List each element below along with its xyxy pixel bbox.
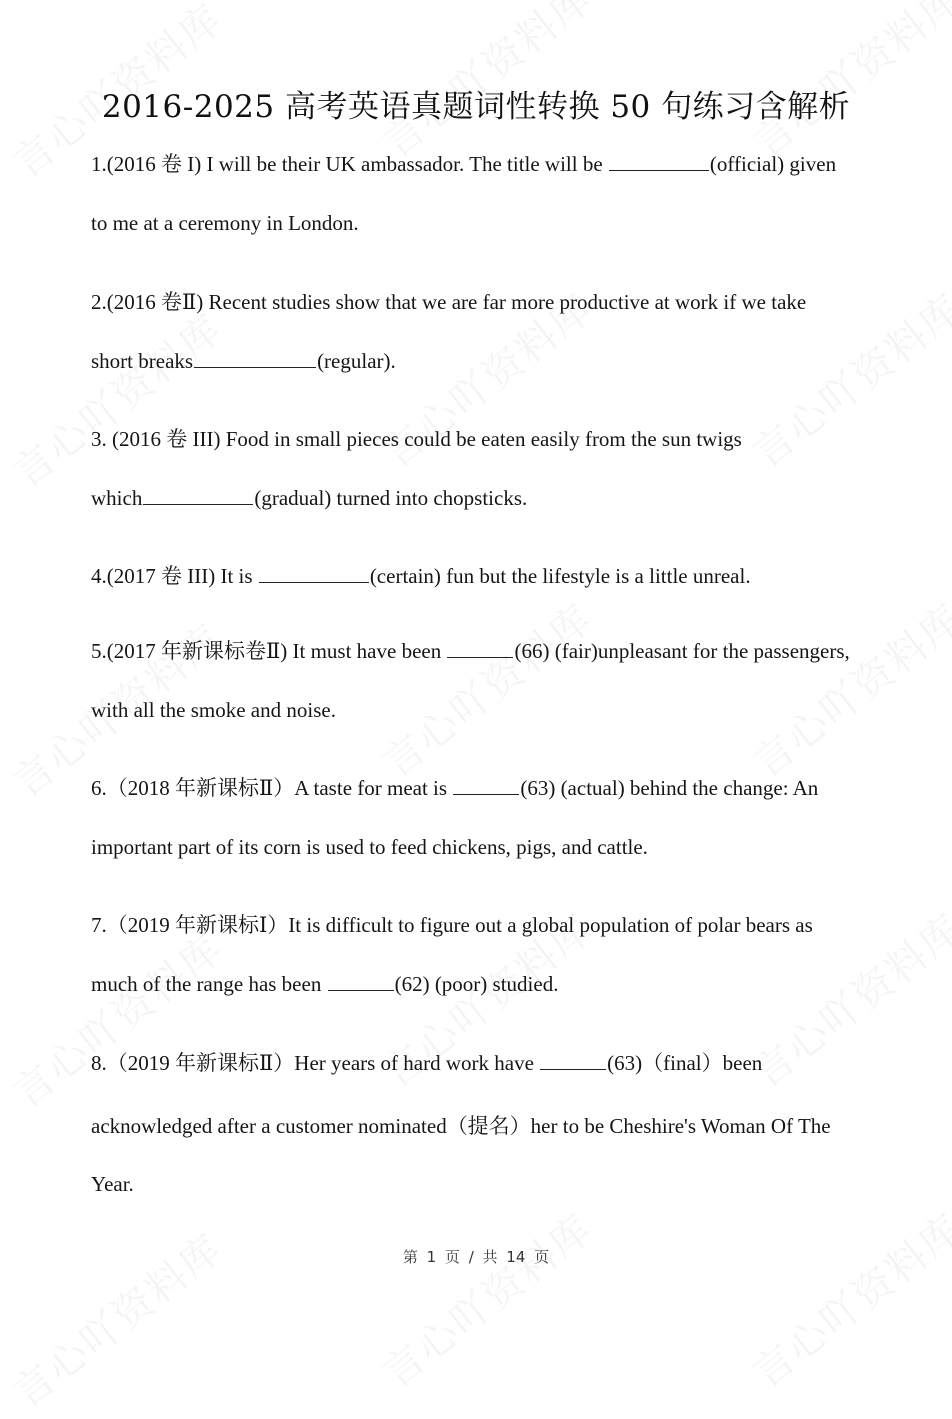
question-text: (63) (actual) behind the change: An — [520, 776, 819, 800]
answer-blank — [259, 581, 369, 583]
question-line — [91, 635, 850, 665]
question-line — [91, 349, 396, 374]
answer-blank — [194, 366, 316, 368]
answer-blank — [609, 169, 709, 171]
question-line — [91, 1047, 762, 1077]
document-title: 2016-2025 高考英语真题词性转换 50 句练习含解析 — [101, 88, 851, 125]
answer-blank — [453, 793, 519, 795]
question-line — [91, 423, 742, 453]
question-line — [91, 698, 336, 723]
question-line — [91, 909, 813, 939]
question-line — [91, 486, 527, 511]
page-footer: 第 1 页 / 共 14 页 — [402, 1248, 550, 1266]
question-text: to me at a ceremony in London. — [91, 211, 359, 235]
question-text: 4.(2017 卷 III) It is — [91, 564, 258, 588]
question-text: short breaks — [91, 349, 194, 373]
question-text: 3. (2016 卷 III) Food in small pieces could be eaten easily from the sun twigs — [91, 427, 742, 451]
question-text: 1.(2016 卷 I) I will be their UK ambassador. The title will be — [91, 152, 608, 176]
question-text: (regular). — [317, 349, 396, 373]
question-text: 5.(2017 年新课标卷Ⅱ) It must have been — [91, 639, 447, 663]
answer-blank — [143, 503, 253, 505]
question-text: (66) (fair)unpleasant for the passengers, — [514, 639, 850, 663]
question-text: important part of its corn is used to feed chickens, pigs, and cattle. — [91, 835, 648, 859]
answer-blank — [447, 656, 513, 658]
question-text: (62) (poor) studied. — [394, 972, 559, 996]
question-text: 7.（2019 年新课标Ⅰ）It is difficult to figure out a global population of polar bears as — [91, 913, 813, 937]
watermark-text — [739, 588, 952, 788]
question-line — [91, 211, 359, 236]
question-text: (63)（final）been — [607, 1051, 763, 1075]
question-text: Year. — [91, 1172, 134, 1196]
question-line — [91, 835, 648, 860]
watermark-text — [739, 1198, 952, 1398]
question-line — [91, 1172, 134, 1197]
question-text: 6.（2018 年新课标Ⅱ）A taste for meat is — [91, 776, 453, 800]
watermark-text — [369, 588, 603, 788]
question-line — [91, 972, 558, 997]
question-text: 2.(2016 卷Ⅱ) Recent studies show that we are far more productive at work if we take — [91, 290, 807, 314]
answer-blank — [540, 1068, 606, 1070]
question-line — [91, 1110, 831, 1140]
question-text: 8.（2019 年新课标Ⅱ）Her years of hard work have — [91, 1051, 540, 1075]
answer-blank — [328, 989, 394, 991]
question-text: acknowledged after a customer nominated（提名）her to be Cheshire's Woman Of The — [91, 1114, 831, 1138]
question-line — [91, 772, 818, 802]
question-line — [91, 286, 806, 316]
watermark-text — [369, 1198, 603, 1398]
watermark-text — [0, 918, 233, 1118]
watermark-text — [0, 298, 233, 498]
question-text: (gradual) turned into chopsticks. — [254, 486, 528, 510]
question-text: with all the smoke and noise. — [91, 698, 336, 722]
question-text: (certain) fun but the lifestyle is a little unreal. — [369, 564, 751, 588]
question-text: which — [91, 486, 143, 510]
question-line — [91, 560, 751, 590]
question-text: (official) given — [709, 152, 837, 176]
question-text: much of the range has been — [91, 972, 327, 996]
question-line — [91, 148, 836, 178]
